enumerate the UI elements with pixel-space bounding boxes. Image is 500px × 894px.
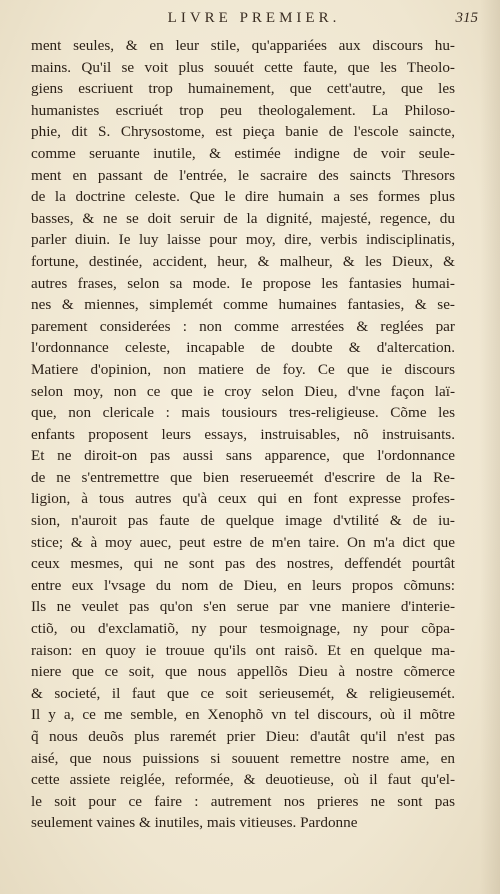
text-line: parement considerées : non comme arrestées & reglées par (31, 317, 455, 335)
text-line: l'ordonnance celeste, incapable de doubte & d'altercation. (31, 339, 455, 357)
page-fold-shadow (480, 0, 500, 894)
text-line: que, non clericale : mais tousiours tres-religieuse. Cõme les (31, 404, 455, 422)
text-line: Matiere d'opinion, non matiere de foy. Ce que ie discours (31, 360, 455, 378)
text-line: autres frases, selon sa mode. Ie propose les fantasies humai- (31, 274, 455, 292)
text-line: raison: en quoy ie trouue qu'ils ont raisõ. Et en quelque ma- (31, 641, 455, 659)
text-line: fortune, destinée, accident, heur, & malheur, & les Dieux, & (31, 252, 455, 270)
text-line: de ne s'entremettre que bien reserueemét d'escrire de la Re- (31, 468, 455, 486)
text-line: nes & miennes, simplemét comme humaines fantasies, & se- (31, 296, 455, 314)
running-title: LIVRE PREMIER. (167, 10, 341, 26)
text-line: niere que ce soit, que nous appellõs Dieu à nostre cõmerce (31, 663, 455, 681)
text-line: & societé, il faut que ce soit serieusemét, & religieusemét. (31, 684, 455, 702)
text-line: humanistes escriuét trop peu theologalement. La Philoso- (31, 101, 455, 119)
text-line: sion, n'auroit pas faute de quelque image d'vtilité & de iu- (31, 512, 455, 530)
text-line: ment en passant de l'entrée, le sacraire des saincts Thresors (31, 166, 455, 184)
running-head (30, 10, 478, 32)
text-line: cette assiete reiglée, reformée, & deuotieuse, où il faut qu'el- (31, 771, 455, 789)
text-line: enfants proposent leurs essays, instruisables, nõ instruisants. (31, 425, 455, 443)
text-line: q̃ nous deuõs plus raremét prier Dieu: d'autât qu'il n'est pas (31, 728, 455, 745)
text-line: ligion, à tous autres qu'à ceux qui en font expresse profes- (31, 490, 455, 508)
text-line: ctiõ, ou d'exclamatiõ, ny pour tesmoignage, ny pour cõpa- (31, 620, 455, 638)
text-line: ceux mesmes, qui ne sont pas des nostres, deffendét pourtât (31, 555, 455, 573)
text-line: seulement vaines & inutiles, mais vitieuses. Pardonne (31, 814, 358, 832)
text-line: comme seruante inutile, & estimée indigne de voir seule- (31, 144, 455, 162)
text-line: de la doctrine celeste. Que le dire humain a ses formes plus (31, 188, 455, 206)
text-line: phie, dit S. Chrysostome, est pieça banie de l'escole saincte, (31, 123, 455, 141)
text-line: Et ne diroit-on pas aussi sans apparence, que l'ordonnance (31, 447, 455, 465)
text-line: parler diuin. Ie luy laisse pour moy, dire, verbis indisciplinatis, (31, 231, 455, 249)
text-line: giens escriuent trop humainement, que cett'autre, que les (31, 80, 455, 98)
text-line: le soit pour ce faire : autrement nos prieres ne sont pas (31, 792, 455, 810)
body-text (31, 35, 455, 834)
text-line: stice; & à moy auec, peut estre de m'en taire. On m'a dict que (31, 533, 455, 551)
text-line: selon moy, non ce que ie croy selon Dieu, d'vne façon laï- (31, 382, 455, 400)
text-line: aisé, que nous puissions si souuent remettre nostre ame, en (31, 749, 455, 767)
text-line: basses, & ne se doit seruir de la dignité, majesté, regence, du (31, 209, 455, 227)
page-number: 315 (455, 10, 478, 26)
text-line: ment seules, & en leur stile, qu'appariées aux discours hu- (31, 37, 455, 54)
text-line: entre eux l'vsage du nom de Dieu, en leurs propos cõmuns: (31, 576, 455, 594)
text-line: Il y a, ce me semble, en Xenophõ vn tel discours, où il mõtre (31, 706, 455, 724)
text-line: Ils ne veulet pas qu'on s'en serue par vne maniere d'interie- (31, 598, 455, 616)
text-line: mains. Qu'il se voit plus souuét cette faute, que les Theolo- (31, 58, 455, 76)
